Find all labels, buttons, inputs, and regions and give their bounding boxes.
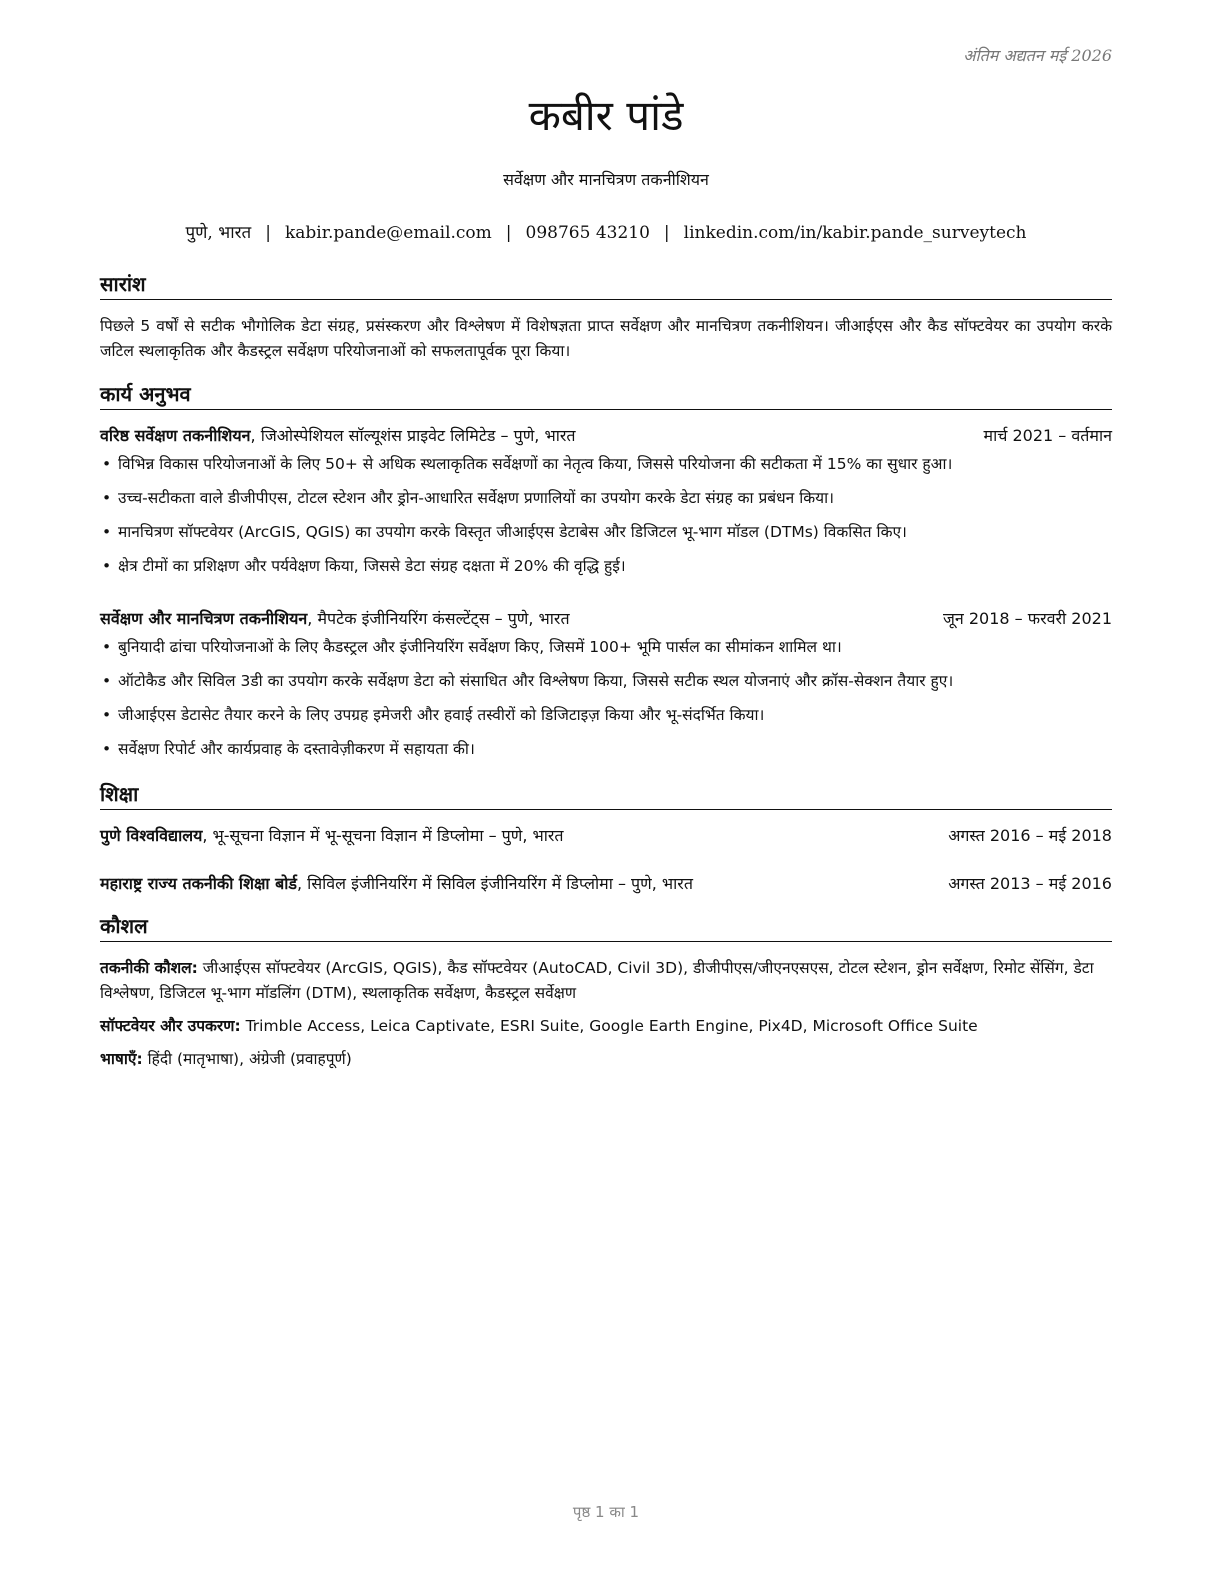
education-school-detail	[100, 872, 693, 894]
job-role-company	[100, 424, 576, 446]
education-detail: , सिविल इंजीनियरिंग में सिविल इंजीनियरिंग में डिप्लोमा – पुणे, भारत	[297, 874, 693, 893]
education-dates: अगस्त 2013 – मई 2016	[948, 874, 1112, 893]
job-company: , मैपटेक इंजीनियरिंग कंसल्टेंट्स – पुणे, भारत	[307, 609, 570, 628]
education-school-detail	[100, 824, 564, 846]
skills-technical-label: तकनीकी कौशल:	[100, 959, 198, 977]
page-number: पृष्ठ 1 का 1	[572, 1503, 640, 1521]
skills-software-label: सॉफ्टवेयर और उपकरण:	[100, 1017, 241, 1035]
resume-page	[100, 0, 1112, 1584]
job-bullets	[100, 635, 1112, 771]
section-heading-experience: कार्य अनुभव	[100, 380, 1112, 410]
section-heading-education: शिक्षा	[100, 780, 1112, 810]
candidate-name: कबीर पांडे	[528, 91, 684, 140]
job-role: वरिष्ठ सर्वेक्षण तकनीशियन	[100, 426, 251, 445]
job-header	[100, 424, 1112, 446]
job-company: , जिओस्पेशियल सॉल्यूशंस प्राइवेट लिमिटेड – पुणे, भारत	[250, 426, 576, 445]
contact-separator: |	[265, 223, 271, 243]
contact-separator: |	[505, 223, 512, 243]
job-role-company	[100, 607, 570, 629]
job-dates: मार्च 2021 – वर्तमान	[983, 426, 1112, 445]
last-updated: अंतिम अद्यतन मई 2026	[963, 46, 1112, 65]
contact-phone: 098765 43210	[525, 223, 650, 243]
contact-line	[100, 220, 1112, 243]
skills-technical-value: जीआईएस सॉफ्टवेयर (ArcGIS, QGIS), कैड सॉफ्टवेयर (AutoCAD, Civil 3D), डीजीपीएस/जीएनएसएस, टोटल स्टेशन, ड्रोन सर्वेक्षण, रिमोट सेंसिंग, डेटा विश्लेषण, डिजिटल भू-भाग मॉडलिंग (DTM), स्थलाकृतिक सर्वेक्षण, कैडस्ट्रल सर्वेक्षण	[100, 959, 1094, 1002]
job-bullet: • सर्वेक्षण रिपोर्ट और कार्यप्रवाह के दस्तावेज़ीकरण में सहायता की।	[100, 737, 1112, 771]
education-school: महाराष्ट्र राज्य तकनीकी शिक्षा बोर्ड	[100, 874, 297, 893]
skills-languages	[100, 1047, 1112, 1072]
section-heading-skills: कौशल	[100, 912, 1112, 942]
contact-linkedin-link[interactable]: linkedin.com/in/kabir.pande_surveytech	[683, 223, 1027, 243]
section-heading-summary: सारांश	[100, 270, 1112, 300]
job-bullet: • क्षेत्र टीमों का प्रशिक्षण और पर्यवेक्षण किया, जिससे डेटा संग्रह दक्षता में 20% की वृद्धि हुई।	[100, 554, 1112, 588]
job-header	[100, 607, 1112, 629]
job-bullet: • ऑटोकैड और सिविल 3डी का उपयोग करके सर्वेक्षण डेटा को संसाधित और विश्लेषण किया, जिससे सटीक स्थल योजनाएं और क्रॉस-सेक्शन तैयार हुए।	[100, 669, 1112, 703]
contact-email-link[interactable]: kabir.pande@email.com	[284, 223, 492, 243]
education-school: पुणे विश्वविद्यालय	[100, 826, 203, 845]
education-item	[100, 824, 1112, 846]
skills-software-value: Trimble Access, Leica Captivate, ESRI Suite, Google Earth Engine, Pix4D, Microsoft Office Suite	[240, 1017, 978, 1035]
job-bullet: • बुनियादी ढांचा परियोजनाओं के लिए कैडस्ट्रल और इंजीनियरिंग सर्वेक्षण किए, जिसमें 100+ भूमि पार्सल का सीमांकन शामिल था।	[100, 635, 1112, 669]
job-bullet: • मानचित्रण सॉफ्टवेयर (ArcGIS, QGIS) का उपयोग करके विस्तृत जीआईएस डेटाबेस और डिजिटल भू-भाग मॉडल (DTMs) विकसित किए।	[100, 520, 1112, 554]
contact-separator: |	[663, 223, 670, 243]
job-bullets	[100, 452, 1112, 588]
job-bullet: • उच्च-सटीकता वाले डीजीपीएस, टोटल स्टेशन और ड्रोन-आधारित सर्वेक्षण प्रणालियों का उपयोग करके डेटा संग्रह का प्रबंधन किया।	[100, 486, 1112, 520]
job-role: सर्वेक्षण और मानचित्रण तकनीशियन	[100, 609, 308, 628]
contact-location: पुणे, भारत	[185, 223, 252, 243]
job-dates: जून 2018 – फरवरी 2021	[943, 609, 1112, 628]
skills-languages-value: हिंदी (मातृभाषा), अंग्रेजी (प्रवाहपूर्ण)	[142, 1050, 352, 1068]
job-bullet: • विभिन्न विकास परियोजनाओं के लिए 50+ से अधिक स्थलाकृतिक सर्वेक्षणों का नेतृत्व किया, जिससे परियोजना की सटीकता में 15% का सुधार हुआ।	[100, 452, 1112, 486]
skills-languages-label: भाषाएँ:	[100, 1050, 143, 1068]
education-detail: , भू-सूचना विज्ञान में भू-सूचना विज्ञान में डिप्लोमा – पुणे, भारत	[202, 826, 564, 845]
skills-software	[100, 1014, 1112, 1039]
education-dates: अगस्त 2016 – मई 2018	[948, 826, 1112, 845]
job-bullet: • जीआईएस डेटासेट तैयार करने के लिए उपग्रह इमेजरी और हवाई तस्वीरों को डिजिटाइज़ किया और भू-संदर्भित किया।	[100, 703, 1112, 737]
summary-text: पिछले 5 वर्षों से सटीक भौगोलिक डेटा संग्रह, प्रसंस्करण और विश्लेषण में विशेषज्ञता प्राप्त सर्वेक्षण और मानचित्रण तकनीशियन। जीआईएस और कैड सॉफ्टवेयर का उपयोग करके जटिल स्थलाकृतिक और कैडस्ट्रल सर्वेक्षण परियोजनाओं को सफलतापूर्वक पूरा किया।	[100, 317, 1112, 360]
job-title: सर्वेक्षण और मानचित्रण तकनीशियन	[503, 170, 709, 189]
skills-technical	[100, 956, 1112, 1006]
education-item	[100, 872, 1112, 894]
